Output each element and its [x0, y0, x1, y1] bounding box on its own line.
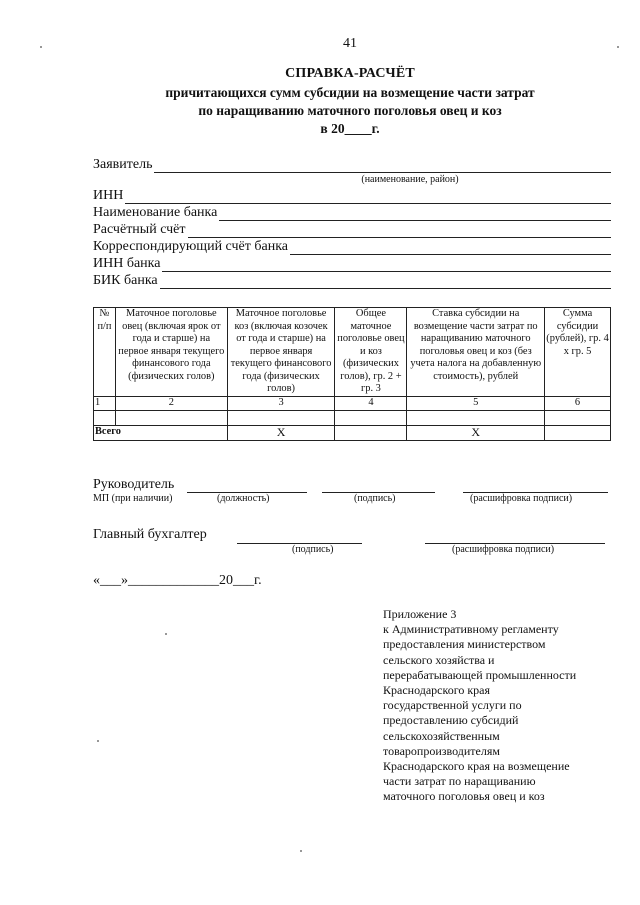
total-cell-col6[interactable]	[545, 425, 611, 440]
table-cell[interactable]	[335, 410, 407, 425]
appendix-line: сельского хозяйства и	[383, 652, 495, 667]
table-row	[94, 410, 611, 425]
table-cell[interactable]	[227, 410, 335, 425]
total-cell-col3: X	[227, 425, 335, 440]
field-label: Заявитель	[93, 157, 153, 172]
fill-line[interactable]	[188, 225, 611, 238]
fill-line[interactable]	[162, 259, 611, 272]
table-cell: 3	[227, 396, 335, 410]
head-label: Руководитель	[93, 477, 175, 492]
table-header-cell: Ставка субсидии на возмещение части затрат по наращиванию маточного поголовья овец и коз (без учета налога на добавленную стоимость), рублей	[407, 308, 545, 397]
field-label: Расчётный счёт	[93, 222, 186, 237]
table-cell[interactable]	[115, 410, 227, 425]
signature-hint: (подпись)	[354, 493, 396, 504]
field-corr-account	[93, 238, 611, 255]
appendix-line: Краснодарского края на возмещение	[383, 759, 570, 774]
table-header-row	[94, 308, 611, 397]
appendix-line: перерабатывающей промышленности	[383, 667, 577, 682]
accountant-signature-hint: (подпись)	[292, 544, 334, 555]
fill-line[interactable]	[154, 160, 611, 173]
table-header-cell: Общее маточное поголовье овец и коз (физических голов), гр. 2 + гр. 3	[335, 308, 407, 397]
scan-speck	[40, 46, 42, 48]
fill-line[interactable]	[290, 242, 611, 255]
decode-hint: (расшифровка подписи)	[470, 493, 573, 504]
field-applicant	[93, 156, 611, 173]
scan-speck	[617, 46, 619, 48]
field-label: ИНН	[93, 188, 124, 203]
scan-speck	[165, 633, 167, 635]
applicant-hint: (наименование, район)	[361, 174, 459, 185]
field-label: Наименование банка	[93, 205, 218, 220]
fill-line[interactable]	[160, 276, 611, 289]
appendix-line: сельскохозяйственным	[383, 728, 500, 743]
field-bank-name	[93, 204, 611, 221]
fill-line[interactable]	[219, 208, 611, 221]
appendix-line: маточного поголовья овец и коз	[383, 789, 545, 804]
table-header-cell: Сумма субсидии (рублей), гр. 4 х гр. 5	[545, 308, 611, 397]
field-inn	[93, 187, 611, 204]
table-cell[interactable]	[94, 410, 116, 425]
appendix-line: предоставления министерством	[383, 637, 546, 652]
stamp-label: МП (при наличии)	[93, 493, 173, 504]
field-bank-inn	[93, 255, 611, 272]
document-subtitle-line-1: причитающихся сумм субсидии на возмещение части затрат	[165, 85, 535, 100]
document-subtitle-line-2: по наращиванию маточного поголовья овец и коз	[198, 103, 502, 118]
position-hint: (должность)	[217, 493, 270, 504]
field-account	[93, 221, 611, 238]
table-header-cell: № п/п	[94, 308, 116, 397]
appendix-line: предоставлению субсидий	[383, 713, 519, 728]
appendix-block	[383, 607, 613, 805]
field-bik	[93, 272, 611, 289]
appendix-line: Приложение 3	[383, 607, 457, 621]
page-number: 41	[343, 36, 357, 51]
table-column-numbers-row	[94, 396, 611, 410]
date-line: «___»_____________20___г.	[93, 573, 262, 588]
scan-speck	[97, 740, 99, 742]
document-title: СПРАВКА-РАСЧЁТ	[285, 66, 415, 81]
appendix-line: товаропроизводителям	[383, 743, 500, 758]
table-cell: 4	[335, 396, 407, 410]
table-cell: 5	[407, 396, 545, 410]
appendix-line: к Административному регламенту	[383, 622, 559, 637]
table-cell: 1	[94, 396, 116, 410]
appendix-line: части затрат по наращиванию	[383, 774, 536, 789]
scan-speck	[300, 850, 302, 852]
appendix-line: государственной услуги по	[383, 698, 522, 713]
table-cell: 6	[545, 396, 611, 410]
appendix-line: Краснодарского края	[383, 683, 491, 698]
table-header-cell: Маточное поголовье коз (включая козочек от года и старше) на первое января текущего финансового года (физических голов)	[227, 308, 335, 397]
document-year-line: в 20____г.	[320, 121, 380, 136]
field-label: ИНН банка	[93, 256, 161, 271]
accountant-decode-hint: (расшифровка подписи)	[452, 544, 555, 555]
table-cell[interactable]	[545, 410, 611, 425]
total-cell-col5: X	[407, 425, 545, 440]
table-total-row	[94, 425, 611, 440]
fill-line[interactable]	[125, 191, 611, 204]
table-cell: 2	[115, 396, 227, 410]
field-label: Корреспондирующий счёт банка	[93, 239, 288, 254]
accountant-label: Главный бухгалтер	[93, 527, 207, 542]
total-cell-col4[interactable]	[335, 425, 407, 440]
total-label: Всего	[94, 425, 228, 440]
calculation-table	[93, 307, 611, 441]
table-header-cell: Маточное поголовье овец (включая ярок от года и старше) на первое января текущего финансового года (физических голов)	[115, 308, 227, 397]
table-cell[interactable]	[407, 410, 545, 425]
field-label: БИК банка	[93, 273, 158, 288]
